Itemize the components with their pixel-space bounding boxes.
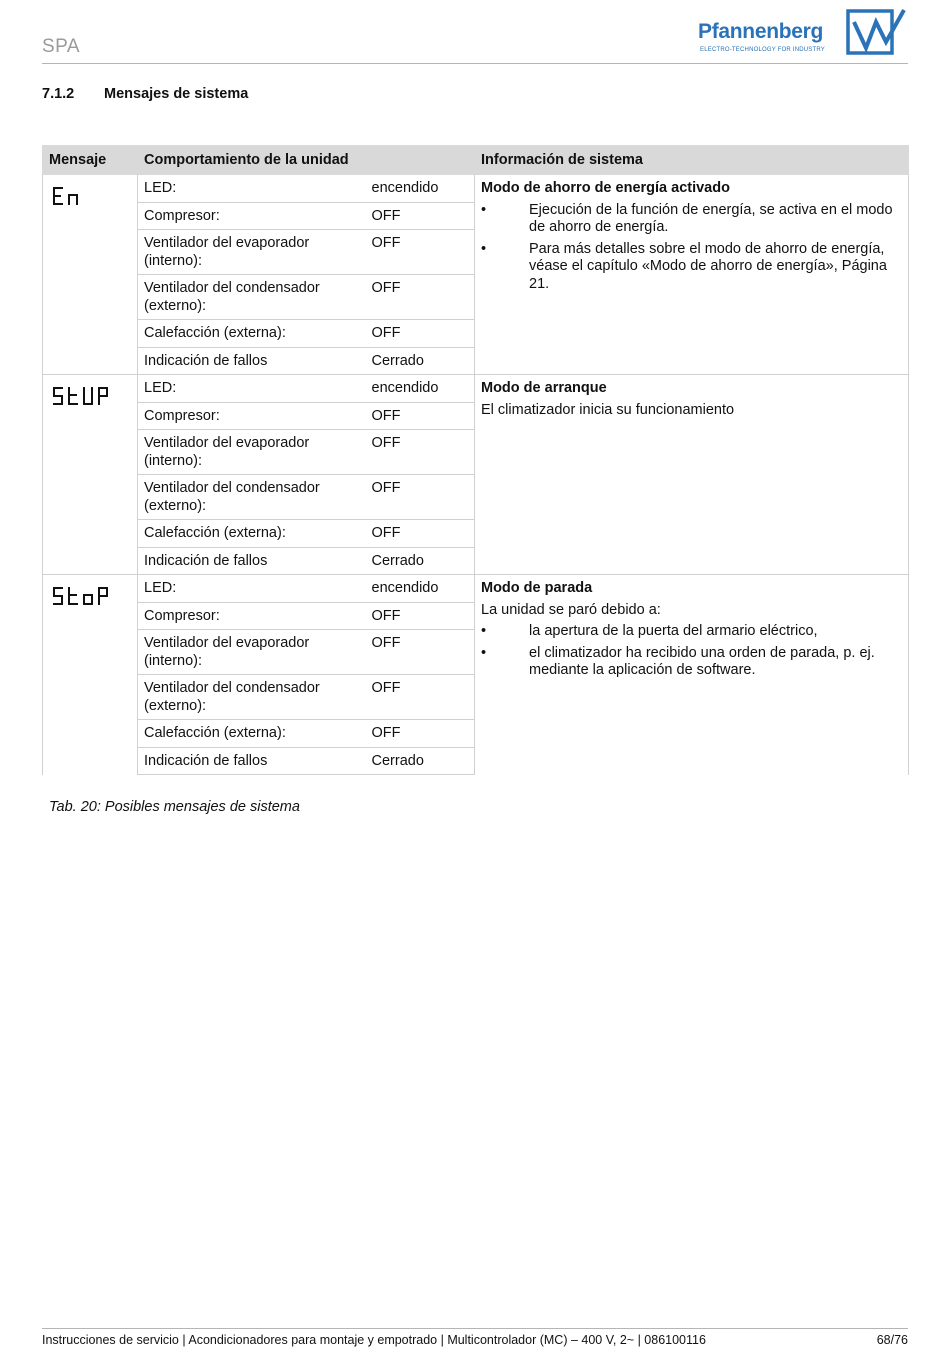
behavior-value: OFF	[366, 402, 475, 430]
info-bullet	[481, 623, 902, 641]
section-heading	[42, 86, 248, 102]
behavior-label: Indicación de fallos	[138, 547, 366, 575]
bullet-icon: •	[481, 623, 487, 639]
table-row	[43, 575, 909, 603]
behavior-label: Compresor:	[138, 402, 366, 430]
header-divider	[42, 63, 908, 64]
behavior-value: OFF	[366, 630, 475, 675]
behavior-label: Calefacción (externa):	[138, 520, 366, 548]
header-behavior: Comportamiento de la unidad	[138, 146, 475, 175]
behavior-label: Compresor:	[138, 602, 366, 630]
info-bullet-text: Ejecución de la función de energía, se activa en el modo de ahorro de energía.	[529, 201, 893, 235]
behavior-value: OFF	[366, 520, 475, 548]
company-logo	[698, 8, 908, 58]
system-messages-table	[42, 145, 909, 775]
behavior-label: Ventilador del evaporador (interno):	[138, 430, 366, 475]
message-code-cell	[43, 175, 138, 375]
bullet-icon: •	[481, 644, 487, 661]
behavior-value: encendido	[366, 375, 475, 403]
section-number: 7.1.2	[42, 86, 75, 102]
section-title: Mensajes de sistema	[104, 86, 249, 102]
logo-name: Pfannenberg	[698, 20, 824, 43]
behavior-label: LED:	[138, 175, 366, 203]
footer-divider	[42, 1328, 908, 1329]
display-code-text	[49, 380, 50, 381]
behavior-value: Cerrado	[366, 347, 475, 375]
behavior-label: Indicación de fallos	[138, 347, 366, 375]
bullet-icon: •	[481, 240, 487, 257]
behavior-label: Ventilador del evaporador (interno):	[138, 630, 366, 675]
table-header-row	[43, 146, 909, 175]
behavior-value: OFF	[366, 202, 475, 230]
page-number: 68/76	[876, 1333, 908, 1347]
info-bullet-text: Para más detalles sobre el modo de ahorro de energía, véase el capítulo «Modo de ahorro de energía», Página 21.	[529, 240, 887, 292]
header-info: Información de sistema	[475, 146, 909, 175]
info-bullet	[481, 645, 902, 680]
info-title: Modo de arranque	[481, 380, 607, 396]
behavior-value: encendido	[366, 575, 475, 603]
behavior-value: OFF	[366, 430, 475, 475]
message-code-cell	[43, 575, 138, 775]
table-caption: Tab. 20: Posibles mensajes de sistema	[49, 799, 300, 815]
info-title: Modo de parada	[481, 580, 593, 596]
section-label: SPA	[42, 36, 81, 57]
info-bullet-text: el climatizador ha recibido una orden de parada, p. ej. mediante la aplicación de software.	[529, 644, 875, 678]
system-info-cell	[475, 175, 909, 375]
table-row	[43, 375, 909, 403]
behavior-value: OFF	[366, 475, 475, 520]
behavior-label: Compresor:	[138, 202, 366, 230]
system-info-cell	[475, 375, 909, 575]
behavior-value: OFF	[366, 320, 475, 348]
info-title: Modo de ahorro de energía activado	[481, 180, 730, 196]
behavior-label: Calefacción (externa):	[138, 720, 366, 748]
system-info-cell	[475, 575, 909, 775]
footer-text: Instrucciones de servicio | Acondicionadores para montaje y empotrado | Multicontrolador (MC) – 400 V, 2~ | 086100116	[42, 1333, 706, 1347]
behavior-label: Calefacción (externa):	[138, 320, 366, 348]
behavior-value: Cerrado	[366, 747, 475, 775]
logo-tagline: ELECTRO-TECHNOLOGY FOR INDUSTRY	[700, 47, 825, 53]
behavior-label: Ventilador del evaporador (interno):	[138, 230, 366, 275]
behavior-value: OFF	[366, 675, 475, 720]
info-bullet	[481, 202, 902, 237]
info-text: La unidad se paró debido a:	[481, 601, 661, 618]
logo-mark-icon	[846, 8, 908, 56]
behavior-label: LED:	[138, 575, 366, 603]
behavior-value: OFF	[366, 275, 475, 320]
behavior-label: Ventilador del condensador (externo):	[138, 275, 366, 320]
behavior-value: OFF	[366, 230, 475, 275]
behavior-value: OFF	[366, 720, 475, 748]
table-row	[43, 175, 909, 203]
behavior-label: LED:	[138, 375, 366, 403]
bullet-icon: •	[481, 201, 487, 218]
behavior-value: Cerrado	[366, 547, 475, 575]
info-bullet	[481, 241, 902, 294]
behavior-value: encendido	[366, 175, 475, 203]
behavior-label: Ventilador del condensador (externo):	[138, 675, 366, 720]
display-code-text	[49, 580, 50, 581]
display-code-text	[49, 180, 50, 181]
behavior-label: Indicación de fallos	[138, 747, 366, 775]
message-code-cell	[43, 375, 138, 575]
behavior-value: OFF	[366, 602, 475, 630]
display-code-stop-glyph	[51, 586, 113, 608]
behavior-label: Ventilador del condensador (externo):	[138, 475, 366, 520]
display-code-en-glyph	[51, 186, 83, 208]
info-bullet-text: la apertura de la puerta del armario eléctrico,	[529, 623, 818, 639]
header-message: Mensaje	[43, 146, 138, 175]
display-code-stup-glyph	[51, 386, 113, 408]
info-text: El climatizador inicia su funcionamiento	[481, 401, 735, 418]
